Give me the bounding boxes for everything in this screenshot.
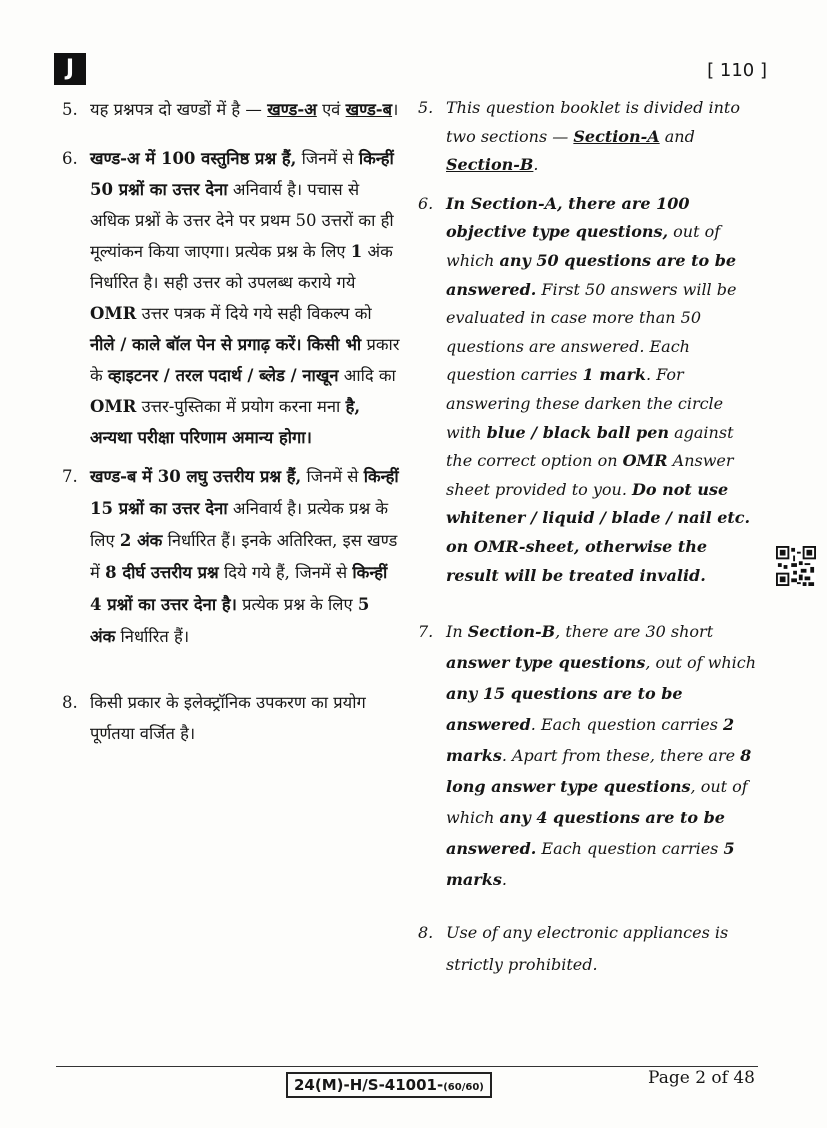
item-number: 5. <box>62 100 78 119</box>
series-badge: J <box>54 53 86 85</box>
item-text: , out of which <box>645 653 757 673</box>
english-item-5 <box>418 94 758 180</box>
bold-text: Do not use whitener / liquid / blade / nail etc. on OMR-sheet, otherwise the result will be treated invalid. <box>446 479 751 585</box>
item-text: against the correct option on <box>446 422 734 471</box>
item-text: आदि का <box>343 366 396 385</box>
item-text: out of which <box>446 222 721 270</box>
page-number: Page 2 of 48 <box>648 1068 755 1088</box>
item-number: 7. <box>418 622 434 642</box>
item-text: and <box>664 126 695 146</box>
bold-text: 8 long answer type questions <box>446 746 752 797</box>
bold-text: any 50 questions are to be answered. <box>446 250 737 299</box>
item-text: । <box>392 100 399 119</box>
bold-text: 8 दीर्घ उत्तरीय प्रश्न <box>105 563 219 582</box>
bold-text: किन्हीं 4 प्रश्नों का उत्तर देना है। <box>90 563 388 614</box>
english-item-8 <box>418 917 758 981</box>
item-text: . <box>501 870 507 890</box>
bold-text: किन्हीं 15 प्रश्नों का उत्तर देना <box>90 467 399 518</box>
hindi-item-5 <box>62 94 400 125</box>
item-text: अंक निर्धारित है। सही उत्तर को उपलब्ध कराये गये <box>90 242 393 292</box>
bold-text: OMR <box>622 451 668 471</box>
item-text: यह प्रश्नपत्र दो खण्डों में है — <box>90 100 262 119</box>
item-text: . Each question carries <box>530 715 718 735</box>
bold-text: Section-B <box>467 622 556 642</box>
booklet-code-main: 24(M)-H/S-41001- <box>294 1076 444 1094</box>
section-b-label: Section-B <box>446 155 534 175</box>
bold-text: है, अन्यथा परीक्षा परिणाम अमान्य होगा। <box>90 397 361 447</box>
booklet-code <box>286 1072 492 1098</box>
english-item-6 <box>418 190 758 590</box>
bold-text: 2 अंक <box>119 531 163 550</box>
bold-text: 1 <box>350 242 363 261</box>
hindi-instructions <box>62 94 400 749</box>
item-text: निर्धारित हैं। इनके अतिरिक्त, इस खण्ड में <box>90 531 398 582</box>
item-text: जिनमें से <box>306 467 359 486</box>
hindi-item-8 <box>62 687 400 749</box>
item-number: 8. <box>62 693 78 712</box>
bold-text: खण्ड-ब में 30 लघु उत्तरीय प्रश्न हैं, <box>90 467 302 486</box>
section-a-label: Section-A <box>573 126 660 146</box>
bold-text: 2 marks <box>446 715 735 766</box>
item-text: . Apart from these, there are <box>501 746 736 766</box>
bold-text: OMR <box>90 397 137 416</box>
item-text: First 50 answers will be evaluated in case more than 50 questions are answered. Each question carries <box>446 279 737 385</box>
bold-text: any 4 questions are to be answered. <box>446 808 725 859</box>
item-text: In <box>446 622 463 642</box>
item-number: 7. <box>62 467 78 486</box>
item-text: निर्धारित हैं। <box>120 627 190 646</box>
item-text: This question booklet is divided into two sections — <box>446 98 740 146</box>
bold-text: व्हाइटनर / तरल पदार्थ / ब्लेड / नाखून <box>107 366 339 385</box>
hindi-item-6 <box>62 143 400 453</box>
item-number: 6. <box>418 193 434 213</box>
bold-text: blue / black ball pen <box>486 422 670 442</box>
item-text: , out of which <box>446 777 748 828</box>
booklet-code-suffix: (60/60) <box>443 1082 484 1093</box>
item-text: . <box>533 155 539 175</box>
section-a-label: खण्ड-अ <box>267 100 317 119</box>
item-text: . For answering these darken the circle with <box>446 365 724 442</box>
qr-code-icon <box>776 546 816 586</box>
item-text: जिनमें से <box>301 149 354 168</box>
bold-text: नीले / काले बॉल पेन से प्रगाढ़ करें। किसी भी <box>90 335 362 354</box>
item-text: , there are 30 short <box>555 622 714 642</box>
item-number: 5. <box>418 98 434 117</box>
footer-divider <box>56 1066 758 1067</box>
item-text: Each question carries <box>541 839 719 859</box>
english-instructions <box>418 94 758 981</box>
bold-text: any 15 questions are to be answered <box>446 684 683 735</box>
bold-text: 1 mark <box>582 365 646 385</box>
item-text: किसी प्रकार के इलेक्ट्रॉनिक उपकरण का प्रयोग पूर्णतया वर्जित है। <box>90 693 366 743</box>
english-item-7 <box>418 616 758 895</box>
bold-text: In Section-A, there are 100 objective type questions, <box>446 193 690 242</box>
page-code: [ 110 ] <box>707 60 767 81</box>
item-text: उत्तर-पुस्तिका में प्रयोग करना मना <box>141 397 341 416</box>
item-text: उत्तर पत्रक में दिये गये सही विकल्प को <box>141 304 372 323</box>
item-text: दिये गये हैं, जिनमें से <box>223 563 348 582</box>
section-b-label: खण्ड-ब <box>345 100 393 119</box>
item-text: अनिवार्य है। प्रत्येक प्रश्न के लिए <box>90 499 389 550</box>
bold-text: answer type questions <box>446 653 646 673</box>
item-text: अनिवार्य है। पचास से अधिक प्रश्नों के उत्तर देने पर प्रथम 50 उत्तरों का ही मूल्यांकन किया जाएगा। प्रत्येक प्रश्न के लिए <box>90 180 394 261</box>
hindi-item-7 <box>62 461 400 653</box>
item-text: Use of any electronic appliances is strictly prohibited. <box>446 923 729 975</box>
item-number: 8. <box>418 923 434 943</box>
item-text: Answer sheet provided to you. <box>446 451 734 499</box>
item-number: 6. <box>62 149 78 168</box>
bold-text: खण्ड-अ में 100 वस्तुनिष्ठ प्रश्न हैं, <box>90 149 297 168</box>
item-text: प्रत्येक प्रश्न के लिए <box>242 595 353 614</box>
bold-text: किन्हीं 50 प्रश्नों का उत्तर देना <box>90 149 394 199</box>
item-text: प्रकार के <box>90 335 400 385</box>
bold-text: 5 marks <box>446 839 735 890</box>
bold-text: OMR <box>90 304 137 323</box>
bold-text: 5 अंक <box>90 595 370 646</box>
item-text: एवं <box>322 100 341 119</box>
